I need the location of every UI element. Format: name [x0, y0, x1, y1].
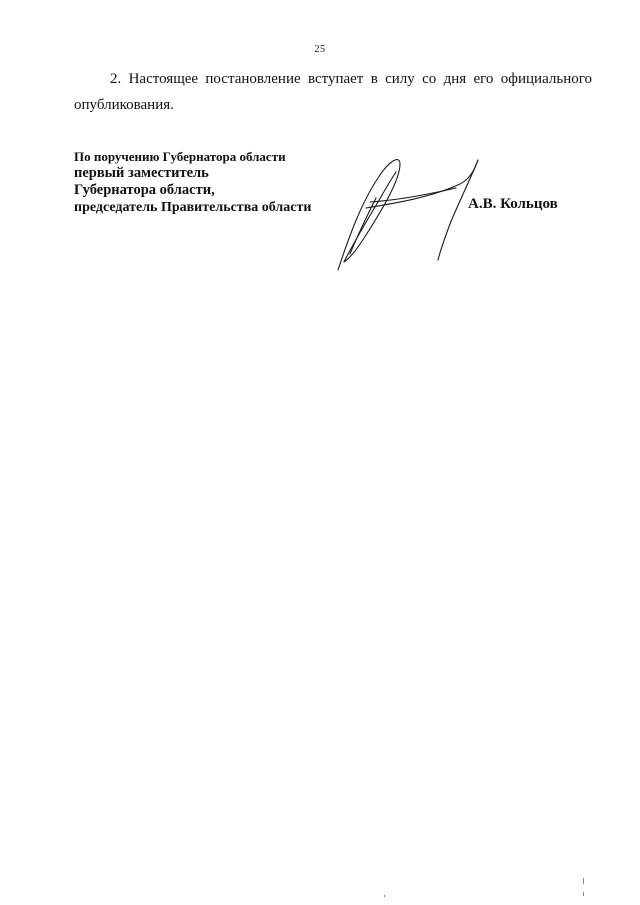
resolution-paragraph [74, 66, 592, 118]
paragraph-line-2: опубликования. [74, 97, 174, 113]
signatory-block [74, 149, 334, 216]
page-number: 25 [314, 44, 326, 55]
scan-speck [583, 878, 584, 884]
signer-name: А.В. Кольцов [468, 196, 558, 212]
signatory-instruction: По поручению Губернатора области [74, 149, 286, 164]
signatory-role-line-2: Губернатора области, [74, 182, 215, 198]
signature-strokes [338, 160, 478, 270]
scan-speck [384, 895, 385, 897]
signatory-role-line-1: первый заместитель [74, 165, 209, 181]
handwritten-signature [330, 150, 490, 275]
paragraph-line-1: 2. Настоящее постановление вступает в силу со дня его официального [110, 71, 592, 87]
scan-speck [583, 892, 584, 896]
signatory-role-line-3: председатель Правительства области [74, 200, 312, 215]
